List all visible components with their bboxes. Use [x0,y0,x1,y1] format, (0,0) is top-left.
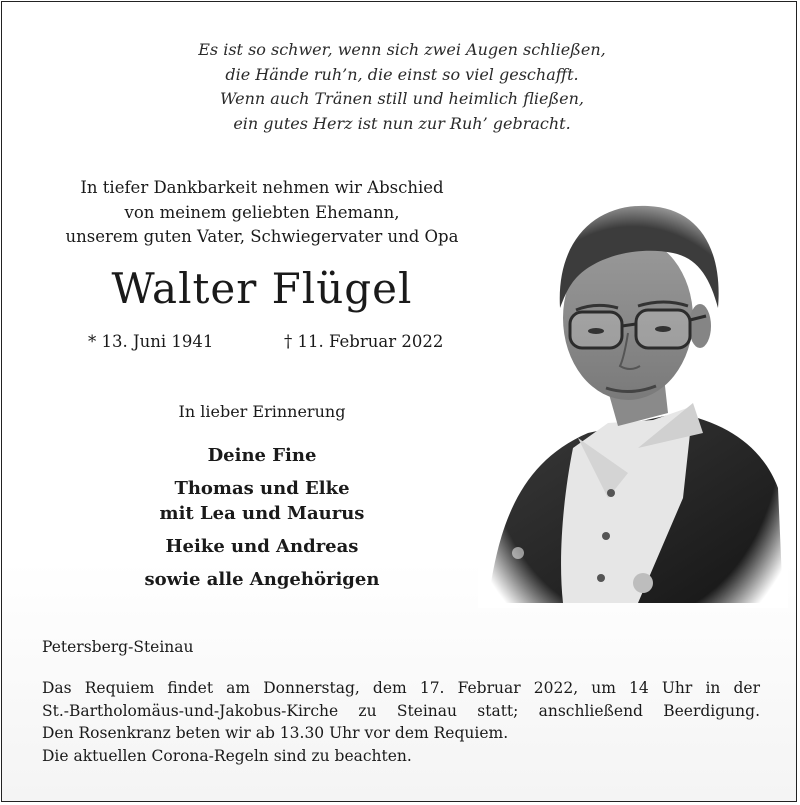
obituary-card [1,1,797,802]
notice-line: St.-Bartholomäus-und-Jakobus-Kirche zu Steinau statt; anschließend Beerdigung. [42,701,760,720]
notice-line: Den Rosenkranz beten wir ab 13.30 Uhr vor dem Requiem. [42,724,509,742]
death-date: † 11. Februar 2022 [284,332,444,351]
family-line: Thomas und Elke [174,478,350,499]
notice-line: Die aktuellen Corona-Regeln sind zu beachten. [42,746,412,765]
family-group [42,567,482,592]
family-group [42,476,482,526]
intro-line: unserem guten Vater, Schwiegervater und Opa [65,227,459,246]
intro-line: von meinem geliebten Ehemann, [124,202,400,222]
funeral-notice [42,677,760,767]
birth-date: * 13. Juni 1941 [88,332,214,351]
poem-line: die Hände ruh’n, die einst so viel geschafft. [225,64,579,84]
family-group [42,443,482,468]
poem-line: Wenn auch Tränen still und heimlich fließen, [220,89,584,108]
family-line: sowie alle Angehörigen [144,569,380,590]
family-line: Deine Fine [207,445,317,466]
intro-line: In tiefer Dankbarkeit nehmen wir Abschied [80,178,444,197]
family-group [42,534,482,559]
portrait-photo [478,198,788,608]
location: Petersberg-Steinau [42,638,194,656]
family-signatures [42,443,482,600]
farewell-intro [42,176,482,250]
family-line: mit Lea und Maurus [159,503,365,524]
notice-line: Das Requiem findet am Donnerstag, dem 17. Februar 2022, um 14 Uhr in der [42,679,760,697]
remembrance-heading: In lieber Erinnerung [178,402,346,421]
poem [2,38,800,136]
family-line: Heike und Andreas [165,536,359,557]
poem-line: Es ist so schwer, wenn sich zwei Augen schließen, [198,40,606,59]
deceased-name: Walter Flügel [111,264,413,313]
poem-line: ein gutes Herz ist nun zur Ruh’ gebracht. [233,113,571,133]
